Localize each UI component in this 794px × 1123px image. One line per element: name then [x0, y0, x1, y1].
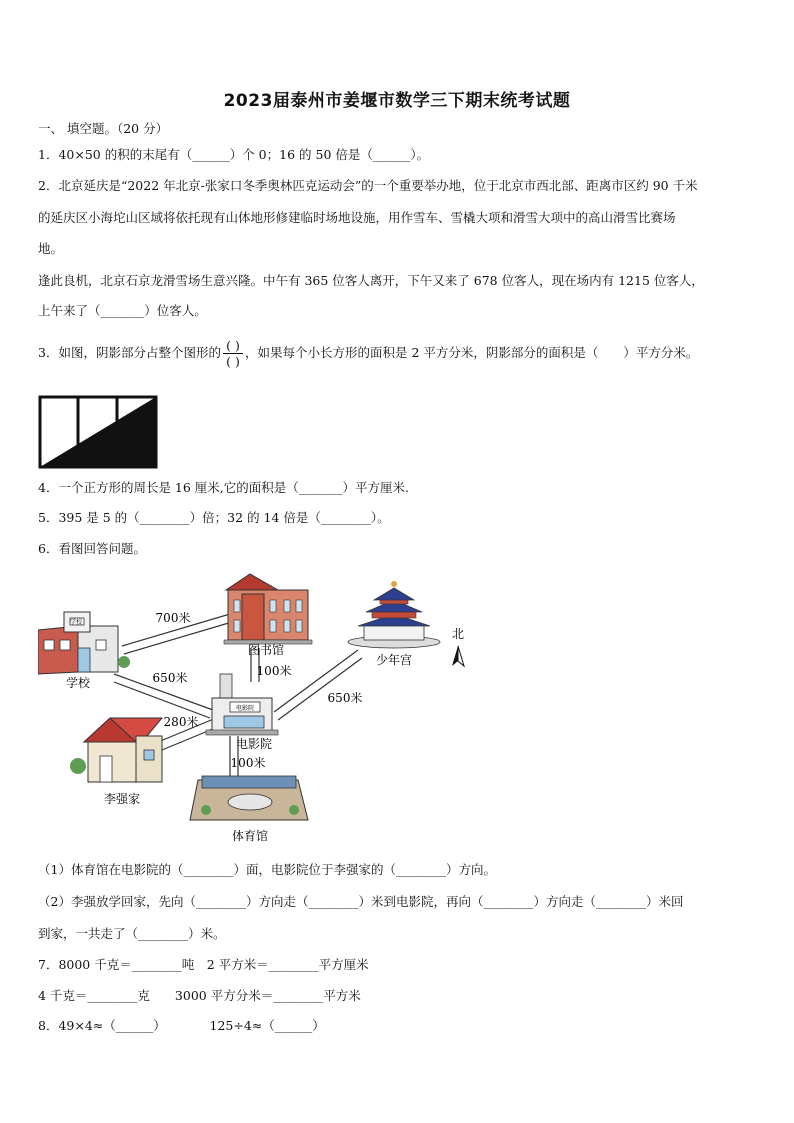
youth-palace-label: 少年宫 — [375, 653, 413, 667]
road-school-cinema-edge — [114, 682, 210, 718]
distance-school-cinema: 650米 — [152, 671, 188, 685]
fraction-blank — [223, 338, 243, 369]
school-sign: 学校 — [69, 619, 83, 626]
distance-palace-cinema: 650米 — [327, 691, 363, 705]
section-heading: 一、 填空题。（20 分） — [38, 121, 169, 136]
question-6-sub1: （1）体育馆在电影院的（________）面，电影院位于李强家的（________）方向。 — [38, 862, 496, 877]
liqiang-home-icon — [70, 718, 162, 782]
question-6-sub2-line1: （2）李强放学回家，先向（________）方向走（________）米到电影院，再向（________）方向走（________）米回 — [38, 894, 684, 909]
fraction-numerator: ( ) — [226, 338, 240, 353]
question-1: 1．40×50 的积的末尾有（______）个 0；16 的 50 倍是（______）。 — [38, 147, 430, 162]
school-label: 学校 — [65, 676, 91, 690]
question-2-line2: 的延庆区小海坨山区域将依托现有山体地形修建临时场地设施，用作雪车、雪橇大项和滑雪大项中的高山滑雪比赛场 — [38, 210, 676, 225]
question-7-line1: 7．8000 千克＝________吨 2 平方米＝________平方厘米 — [38, 957, 369, 972]
distance-library-cinema: 100米 — [256, 664, 292, 678]
question-2-line1: 2．北京延庆是“2022 年北京-张家口冬季奥林匹克运动会”的一个重要举办地，位于北京市西北部、距离市区约 90 千米 — [38, 178, 698, 193]
question-5: 5．395 是 5 的（________）倍；32 的 14 倍是（________）。 — [38, 510, 390, 525]
cinema-sign: 电影院 — [235, 705, 255, 712]
youth-palace-icon — [348, 581, 440, 648]
cinema-label: 电影院 — [235, 737, 273, 751]
gym-building-icon — [190, 776, 308, 820]
north-label: 北 — [451, 627, 465, 641]
question-6-sub2-line2: 到家，一共走了（________）米。 — [38, 926, 226, 941]
distance-cinema-gym: 100米 — [230, 756, 266, 770]
question-7-line2: 4 千克＝________克 3000 平方分米＝________平方米 — [38, 988, 361, 1003]
question-2-line5: 上午来了（_______）位客人。 — [38, 303, 207, 318]
page-title: 2023届泰州市姜堰市数学三下期末统考试题 — [223, 91, 571, 111]
question-4: 4．一个正方形的周长是 16 厘米,它的面积是（_______）平方厘米. — [38, 480, 410, 495]
question-3-before: 3．如图，阴影部分占整个图形的 — [38, 345, 221, 360]
school-building-icon — [38, 612, 130, 674]
question-2-line3: 地。 — [38, 241, 64, 256]
road-school-library-edge — [124, 622, 232, 654]
question-3-after: ，如果每个小长方形的面积是 2 平方分米，阴影部分的面积是（ ）平方分米。 — [244, 345, 699, 360]
distance-school-library: 700米 — [155, 611, 191, 625]
library-building-icon — [224, 574, 312, 644]
liqiang-home-label: 李强家 — [103, 792, 141, 806]
town-map — [38, 570, 478, 850]
north-arrow-icon — [452, 646, 464, 666]
distance-home-cinema: 280米 — [163, 715, 199, 729]
question-2-line4: 逢此良机，北京石京龙滑雪场生意兴隆。中午有 365 位客人离开，下午又来了 678 位客人，现在场内有 1215 位客人， — [38, 273, 704, 288]
gym-label: 体育馆 — [231, 829, 269, 843]
shaded-rectangle-figure — [38, 395, 160, 471]
question-8: 8．49×4≈（______） 125÷4≈（______） — [38, 1018, 325, 1033]
question-6-title: 6．看图回答问题。 — [38, 541, 146, 556]
question-3 — [38, 336, 698, 370]
library-label: 图书馆 — [247, 643, 285, 657]
fraction-denominator: ( ) — [226, 354, 240, 369]
road-home-cinema-edge — [162, 726, 220, 750]
